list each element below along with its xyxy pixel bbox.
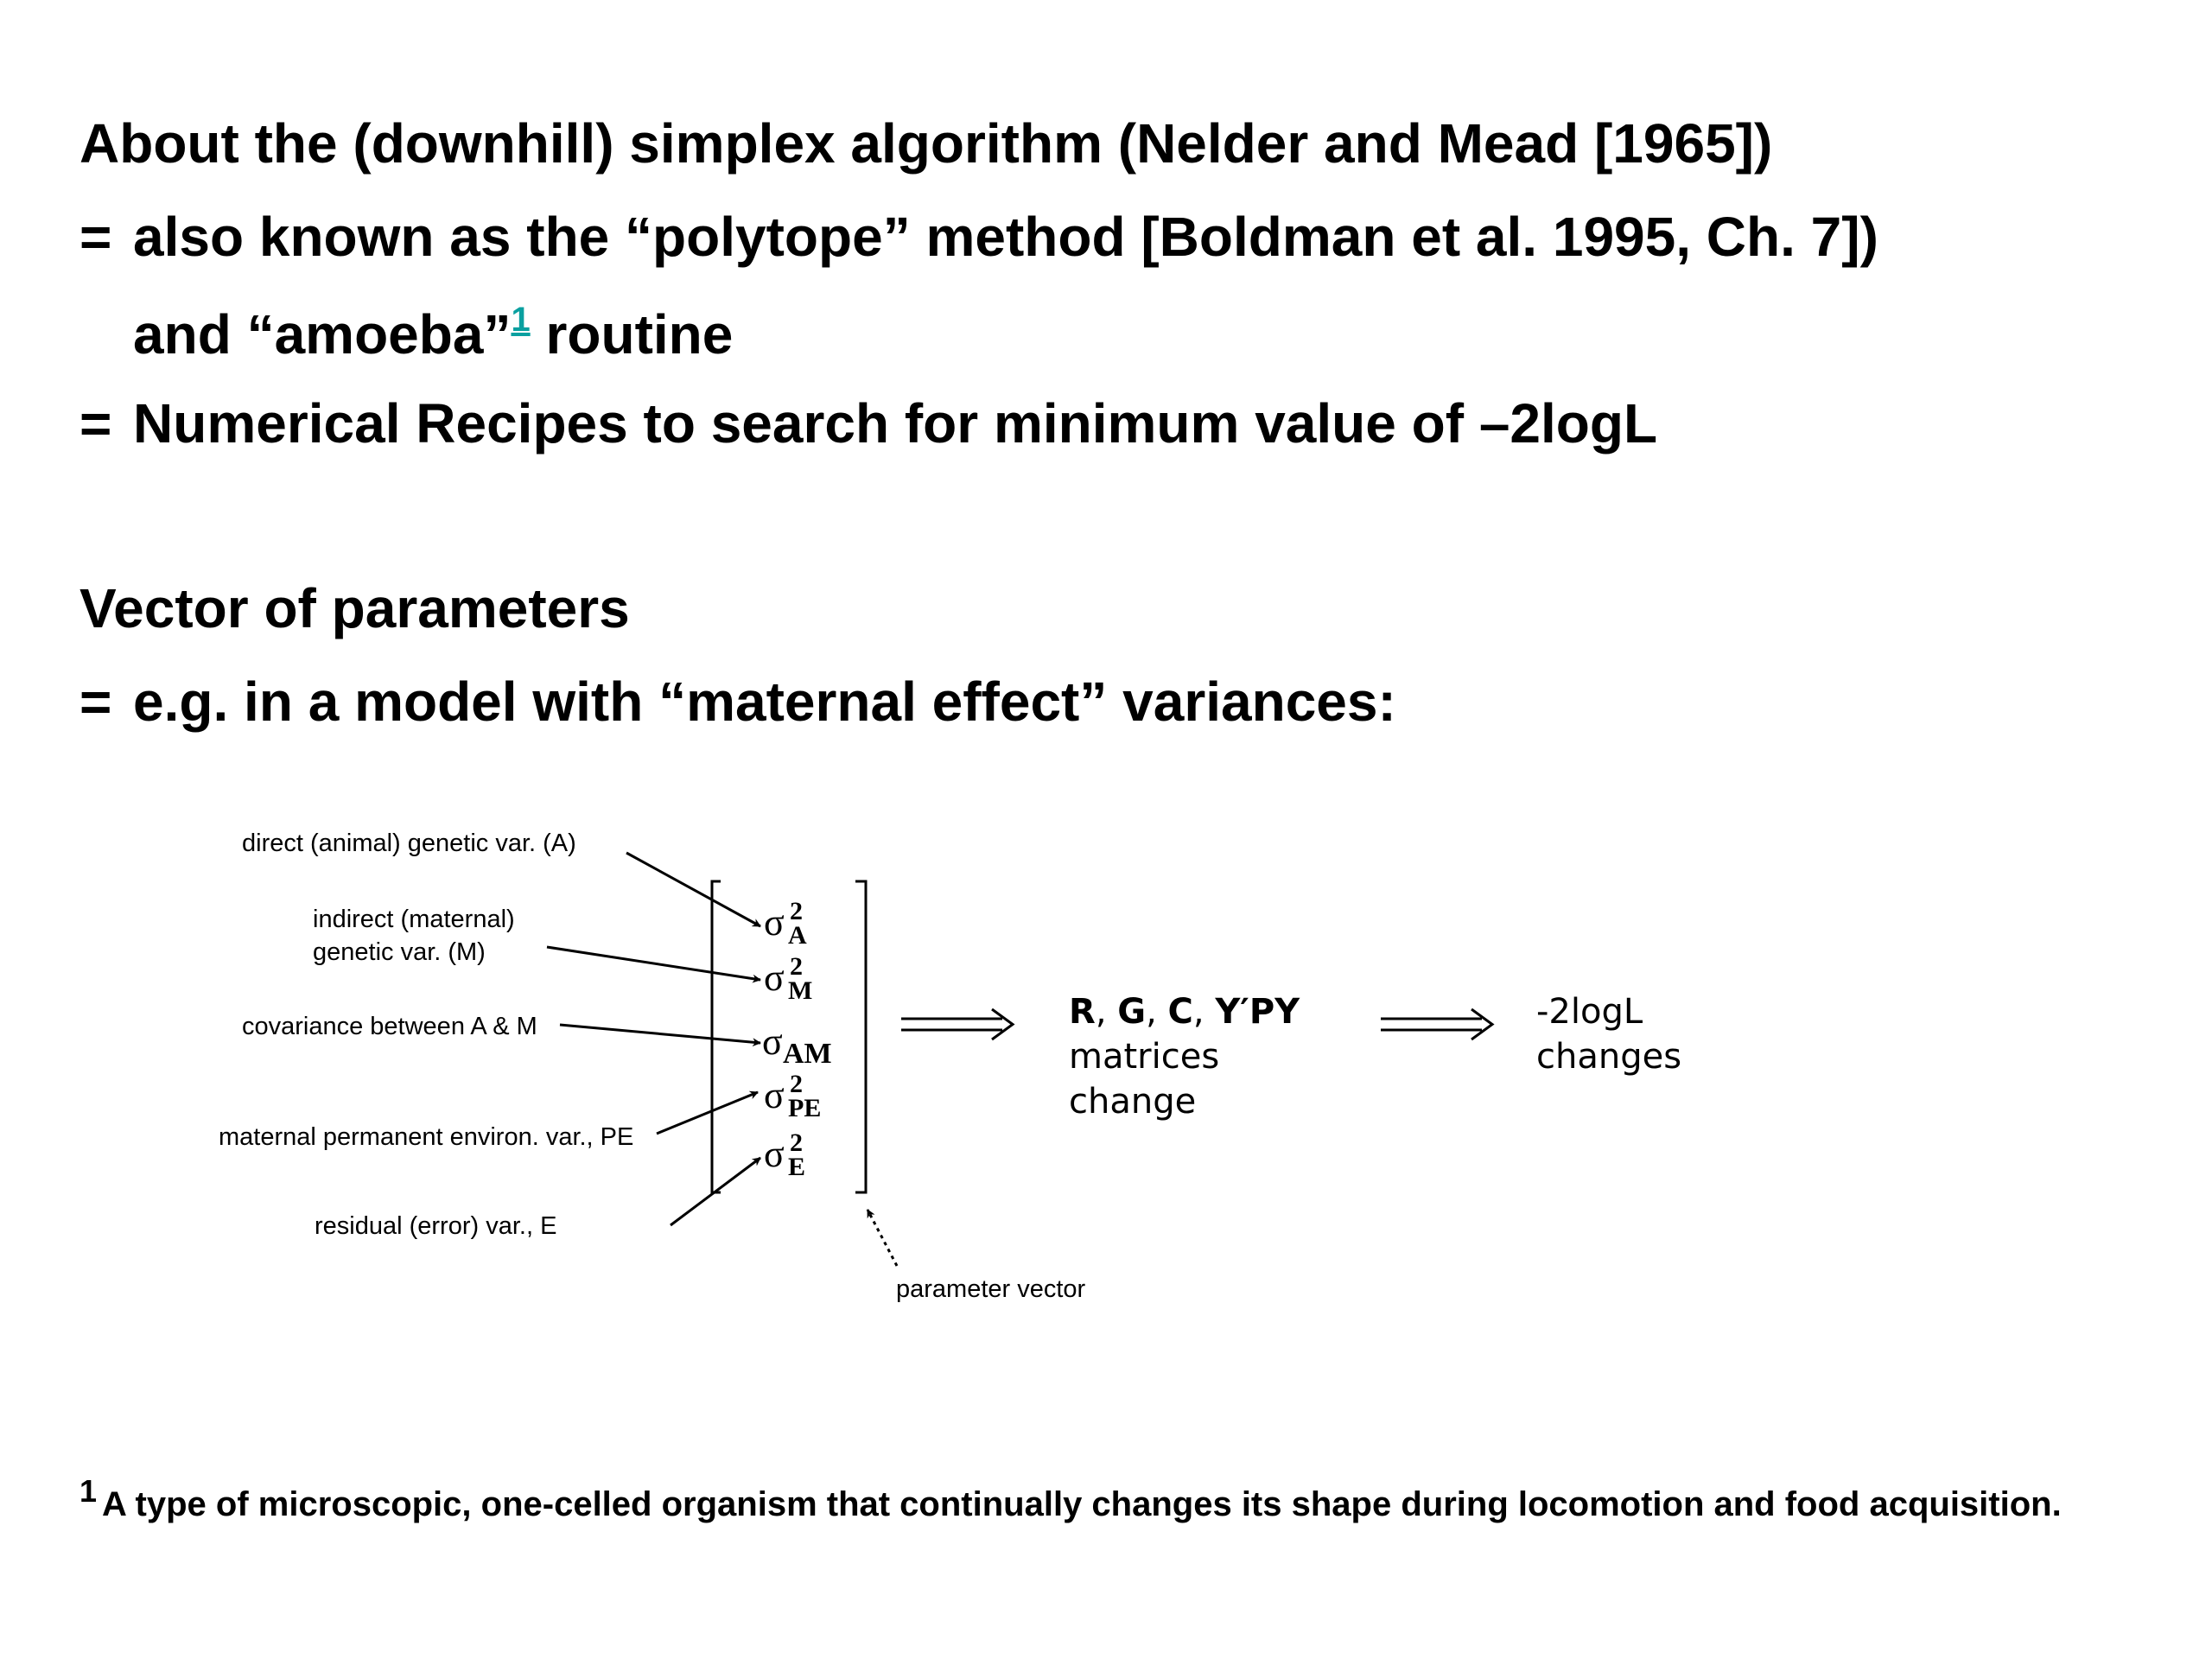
sep: , (1146, 992, 1168, 1032)
direct-genetic-label: direct (animal) genetic var. (A) (242, 830, 576, 857)
sigma-a (764, 897, 807, 950)
residual-label: residual (error) var., E (315, 1212, 557, 1240)
sigma-pe (764, 1070, 821, 1122)
indirect-label-2: genetic var. (M) (313, 938, 486, 966)
covariance-label: covariance between A & M (242, 1013, 537, 1040)
footnote (79, 1473, 2062, 1523)
title-text: About the (downhill) simplex algorithm (Nelder and Mead [1965]) (79, 112, 1773, 175)
double-arrow-2 (1381, 1009, 1492, 1039)
matrix-r: R (1069, 992, 1096, 1032)
sep: , (1095, 992, 1118, 1032)
sep: , (1192, 992, 1216, 1032)
model-text: e.g. in a model with “maternal effect” variances: (133, 671, 1396, 733)
footnote-ref-link[interactable]: 1 (511, 301, 531, 339)
vector-heading: Vector of parameters (79, 577, 630, 639)
footnote-text: A type of microscopic, one-celled organism that continually changes its shape during locomotion and food acquisition. (102, 1485, 2062, 1523)
sigma-sub-m: M (788, 976, 813, 1005)
left-bracket (712, 881, 721, 1192)
amoeba-text: and “amoeba” (133, 303, 512, 365)
sigma-symbol: σ (764, 901, 785, 944)
recipes-text: Numerical Recipes to search for minimum value of –2logL (133, 392, 1658, 454)
param-vector-label: parameter vector (896, 1275, 1086, 1303)
sigma-symbol: σ (764, 957, 785, 999)
change-word: change (1069, 1082, 1197, 1122)
sigma-am (762, 1020, 832, 1070)
changes-label: changes (1536, 1037, 1682, 1077)
footnote-number: 1 (79, 1473, 98, 1509)
arrow-indirect (547, 947, 760, 980)
sigma-m (764, 952, 812, 1005)
sigma-sub-a: A (788, 921, 807, 950)
matrix-g: G (1117, 992, 1147, 1032)
sigma-sup: 2 (790, 897, 803, 925)
maternal-pe-label: maternal permanent environ. var., PE (219, 1123, 634, 1151)
routine-text: routine (530, 303, 734, 365)
matrix-c: C (1167, 992, 1193, 1032)
sigma-sup: 2 (790, 1070, 803, 1098)
bullet-equals: = (79, 206, 112, 268)
sigma-e (764, 1128, 805, 1181)
bullet-equals: = (79, 671, 112, 733)
indirect-label-1: indirect (maternal) (313, 906, 515, 933)
logl-label: -2logL (1536, 992, 1643, 1032)
matrices-word: matrices (1069, 1037, 1220, 1077)
sigma-symbol: σ (762, 1020, 783, 1063)
matrix-ypy: Y′PY (1215, 992, 1300, 1032)
sigma-symbol: σ (764, 1133, 785, 1175)
sigma-sub-pe: PE (788, 1094, 822, 1122)
bullet-equals: = (79, 392, 112, 454)
sigma-symbol: σ (764, 1074, 785, 1116)
sigma-sub-am: AM (783, 1038, 832, 1070)
polytope-text: also known as the “polytope” method [Boldman et al. 1995, Ch. 7]) (133, 206, 1878, 268)
dotted-arrow-param-vector (868, 1210, 897, 1266)
double-arrow-1 (901, 1009, 1013, 1039)
sigma-sup: 2 (790, 1128, 803, 1157)
right-bracket (855, 881, 866, 1192)
matrices-list (1069, 992, 1300, 1032)
sigma-sup: 2 (790, 952, 803, 981)
sigma-sub-e: E (788, 1153, 806, 1181)
arrow-covariance (560, 1025, 760, 1043)
arrow-direct (626, 853, 760, 926)
arrow-maternal-pe (657, 1092, 758, 1134)
